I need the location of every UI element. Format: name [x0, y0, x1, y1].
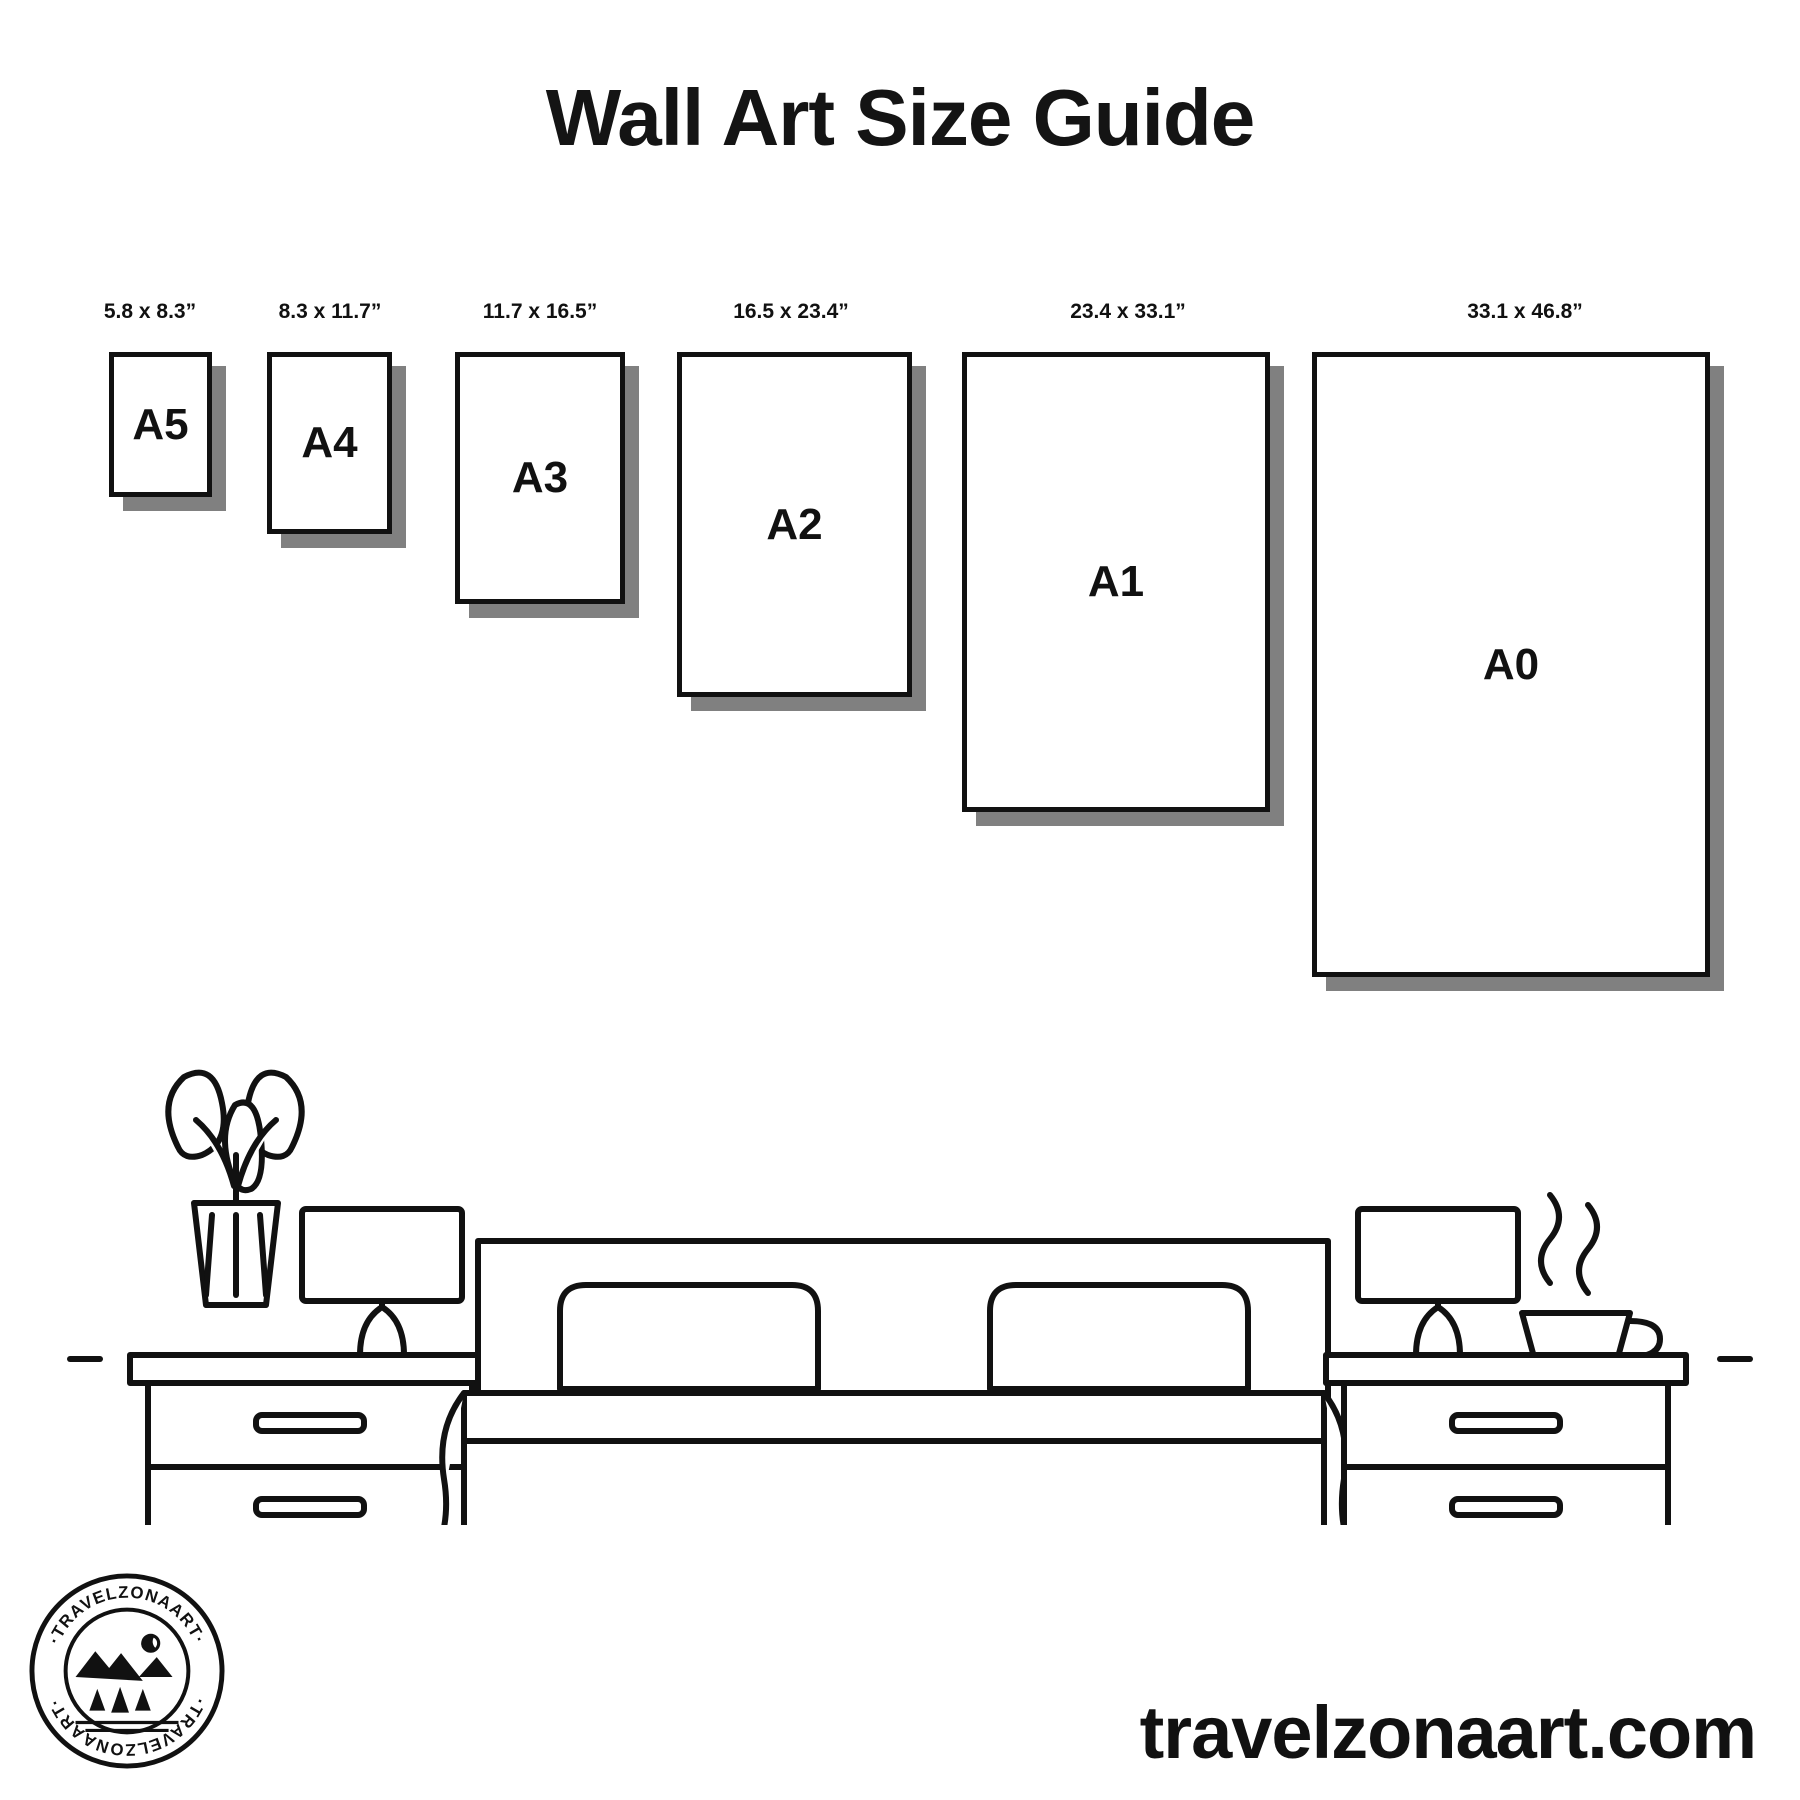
logo-ring-text-bottom: ·TRAVELZONAART·: [44, 1695, 210, 1760]
frame-box-a5[interactable]: [109, 352, 212, 497]
table-lamp-left: [302, 1209, 462, 1355]
frame-label-a5: A5: [132, 399, 189, 449]
size-dimensions-a3: 11.7 x 16.5”: [482, 300, 598, 323]
frame-box-a2[interactable]: [677, 352, 912, 697]
size-dimensions-a2: 16.5 x 23.4”: [733, 300, 849, 323]
frame-label-a0: A0: [1482, 639, 1540, 689]
nightstand-left: [130, 1355, 490, 1525]
page-title: Wall Art Size Guide: [545, 73, 1255, 162]
frame-label-a1: A1: [1087, 557, 1145, 606]
size-dimensions-a4: 8.3 x 11.7”: [278, 300, 382, 323]
nightstand-right: [1326, 1355, 1686, 1525]
frame-a3[interactable]: [455, 352, 625, 604]
logo-landscape-icon: [76, 1635, 179, 1730]
frame-label-a2: A2: [766, 499, 823, 549]
bed: [430, 1241, 1358, 1525]
frame-a0[interactable]: [1312, 352, 1710, 977]
frame-label-a4: A4: [301, 418, 358, 467]
frame-a2[interactable]: [677, 352, 912, 697]
frame-box-a3[interactable]: [455, 352, 625, 604]
frame-box-a0[interactable]: [1312, 352, 1710, 977]
frame-box-a1[interactable]: [962, 352, 1270, 812]
bedroom-scene: [60, 965, 1760, 1525]
frame-label-a3: A3: [511, 453, 569, 502]
plant-vase: [168, 1073, 301, 1305]
size-dimensions-a5: 5.8 x 8.3”: [103, 300, 197, 323]
website-url[interactable]: travelzonaart.com: [1139, 1691, 1756, 1774]
coffee-cup: [1506, 1195, 1660, 1357]
frame-a5[interactable]: [109, 352, 212, 497]
brand-logo[interactable]: [28, 1572, 226, 1770]
frame-a1[interactable]: [962, 352, 1270, 812]
frame-box-a4[interactable]: [267, 352, 392, 534]
size-dimensions-a1: 23.4 x 33.1”: [1070, 300, 1186, 323]
logo-ring-text-top: ·TRAVELZONAART·: [44, 1582, 210, 1647]
table-lamp-right: [1358, 1209, 1518, 1355]
frame-a4[interactable]: [267, 352, 392, 534]
size-dimensions-a0: 33.1 x 46.8”: [1467, 300, 1583, 323]
